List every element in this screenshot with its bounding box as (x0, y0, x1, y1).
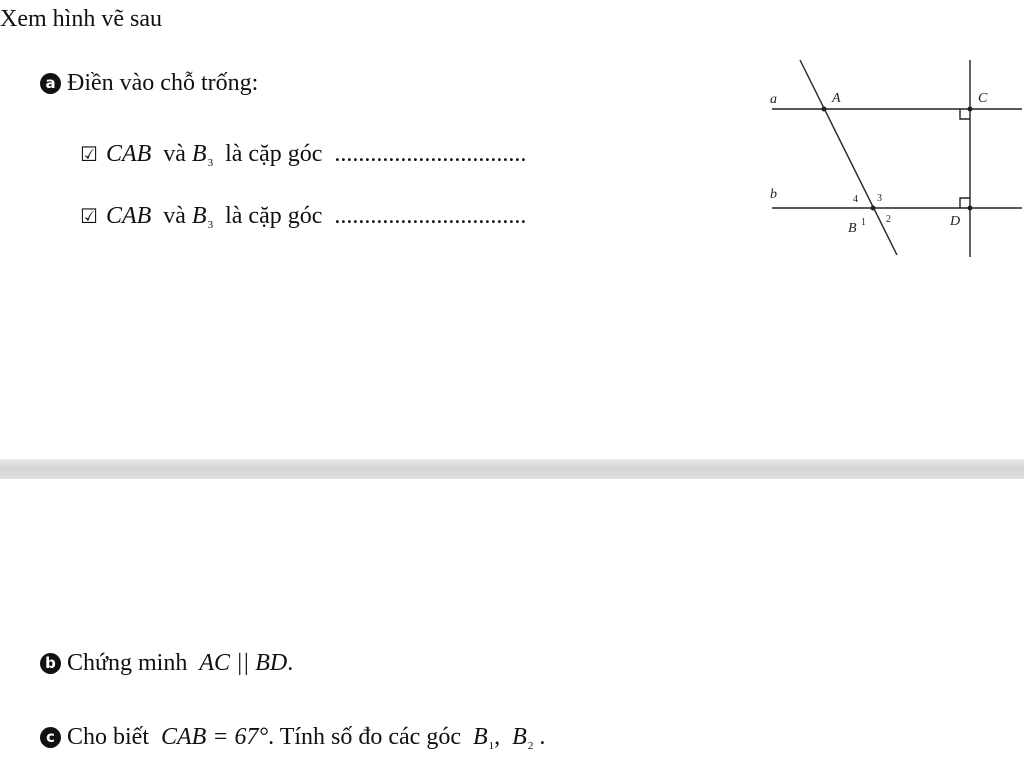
conjunction: và (163, 203, 186, 229)
geometry-figure (760, 55, 1024, 265)
label-point-a: A (832, 91, 841, 106)
item-text: là cặp góc (225, 141, 323, 167)
part-a-heading (40, 70, 258, 97)
item-text: là cặp góc (225, 203, 323, 229)
angle-b: $B_3$ (191, 203, 214, 231)
point-a (822, 107, 827, 112)
angle-2-label: 2 (886, 214, 891, 225)
part-c-math: CAB = 67° (161, 724, 269, 750)
fill-item-2 (80, 203, 526, 231)
point-b (871, 206, 876, 211)
part-c-prefix: Cho biết (67, 724, 149, 750)
angle-b: $B_3$ (191, 141, 214, 169)
part-c-middle: . Tính số đo các góc (268, 724, 461, 750)
part-a-title: Điền vào chỗ trống: (67, 70, 259, 96)
conjunction: và (163, 141, 186, 167)
fill-blank[interactable]: ................................ (334, 141, 527, 167)
part-b-prefix: Chứng minh (67, 650, 188, 676)
angle-cab: CAB (105, 141, 152, 167)
label-line-a: a (770, 92, 777, 107)
label-line-b: b (770, 187, 777, 202)
label-point-c: C (978, 91, 988, 106)
fill-blank[interactable]: ................................ (334, 203, 527, 229)
part-b-marker: b (40, 653, 61, 674)
part-b-suffix: . (287, 650, 294, 676)
angle-b1: $B_1$ (472, 724, 495, 752)
intro-text: Xem hình vẽ sau (0, 6, 162, 32)
angle-1-label: 1 (861, 217, 866, 228)
label-point-b: B (848, 221, 857, 236)
angle-cab: CAB (105, 203, 152, 229)
part-c-sep: , (494, 724, 501, 750)
part-c (40, 724, 545, 752)
label-point-d: D (950, 214, 961, 229)
fill-item-1 (80, 141, 526, 169)
page-divider (0, 459, 1024, 479)
part-a-marker: a (40, 73, 61, 94)
angle-4-label: 4 (853, 194, 858, 205)
point-d (968, 206, 973, 211)
checkbox-icon[interactable]: ☑ (80, 204, 98, 228)
part-c-marker: c (40, 727, 61, 748)
part-b (40, 650, 293, 677)
part-b-math: AC || BD (199, 650, 288, 676)
part-c-suffix: . (539, 724, 546, 750)
angle-b2: $B_2$ (512, 724, 534, 752)
checkbox-icon[interactable]: ☑ (80, 142, 98, 166)
angle-3-label: 3 (877, 193, 882, 204)
point-c (968, 107, 973, 112)
